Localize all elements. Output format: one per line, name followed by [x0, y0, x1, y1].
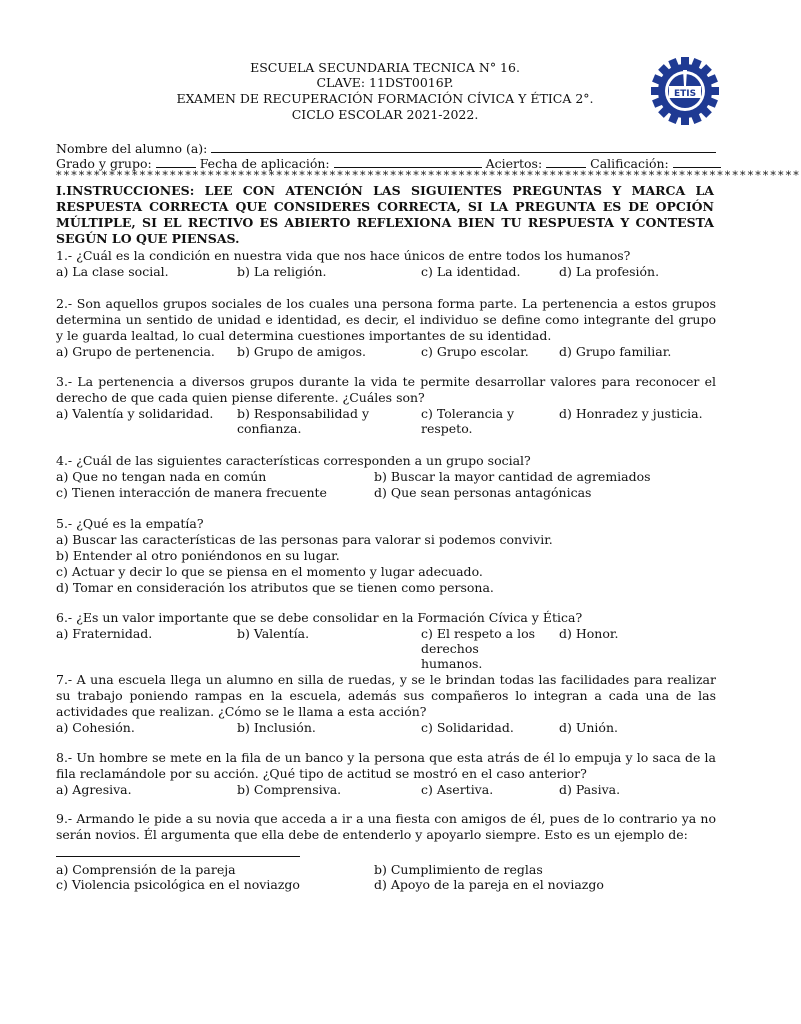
option-d[interactable]: d) Honor. [559, 626, 619, 641]
question-5-options [56, 532, 716, 596]
option-b[interactable]: b) La religión. [237, 264, 327, 279]
score-field[interactable] [546, 156, 586, 168]
option-a[interactable]: a) La clase social. [56, 264, 169, 279]
student-name-row [56, 141, 716, 156]
question-1: 1.- ¿Cuál es la condición en nuestra vida que nos hace únicos de entre todos los humanos? [56, 248, 631, 263]
option-d[interactable]: d) Honradez y justicia. [559, 406, 703, 421]
option-b[interactable]: b) Entender al otro poniéndonos en su lugar. [56, 548, 340, 563]
date-label: Fecha de aplicación: [199, 156, 330, 171]
option-a[interactable]: a) Grupo de pertenencia. [56, 344, 215, 359]
option-c[interactable]: c) Tienen interacción de manera frecuente [56, 485, 327, 500]
option-c[interactable]: c) Asertiva. [421, 782, 494, 797]
question-6-options [56, 626, 716, 671]
option-a[interactable]: a) Comprensión de la pareja [56, 862, 236, 877]
option-d[interactable]: d) Pasiva. [559, 782, 621, 797]
option-b[interactable]: b) Grupo de amigos. [237, 344, 366, 359]
option-d[interactable]: d) Unión. [559, 720, 618, 735]
question-4: 4.- ¿Cuál de las siguientes características corresponden a un grupo social? [56, 453, 531, 468]
grade-field[interactable] [156, 156, 196, 168]
option-d[interactable]: d) Grupo familiar. [559, 344, 672, 359]
option-b[interactable]: b) Responsabilidad y confianza. [237, 406, 370, 436]
school-clave: CLAVE: 11DST0016P. [316, 75, 454, 90]
school-name: ESCUELA SECUNDARIA TECNICA N° 16. [250, 60, 520, 75]
question-8: 8.- Un hombre se mete en la fila de un banco y la persona que esta atrás de él lo empuja y lo saca de la fila reclamándole por su acción. ¿Qué tipo de actitud se mostró en el caso anterior? [56, 750, 716, 781]
option-c[interactable]: c) Grupo escolar. [421, 344, 529, 359]
option-c[interactable]: c) Solidaridad. [421, 720, 514, 735]
option-b[interactable]: b) Inclusión. [237, 720, 316, 735]
option-b[interactable]: b) Comprensiva. [237, 782, 342, 797]
question-9-options [56, 862, 716, 894]
option-c[interactable]: c) Actuar y decir lo que se piensa en el momento y lugar adecuado. [56, 564, 483, 579]
option-d[interactable]: d) Tomar en consideración los atributos que se tienen como persona. [56, 580, 494, 595]
question-6: 6.- ¿Es un valor importante que se debe consolidar en la Formación Cívica y Ética? [56, 610, 583, 625]
option-a[interactable]: a) Agresiva. [56, 782, 132, 797]
school-cycle: CICLO ESCOLAR 2021-2022. [291, 107, 479, 122]
option-c[interactable]: c) Tolerancia y respeto. [421, 406, 515, 436]
question-8-options [56, 782, 716, 798]
option-a[interactable]: a) Cohesión. [56, 720, 135, 735]
option-b[interactable]: b) Buscar la mayor cantidad de agremiados [374, 469, 651, 484]
question-2: 2.- Son aquellos grupos sociales de los cuales una persona forma parte. La pertenencia a estos grupos determina un sentido de unidad e identidad, es decir, el individuo se define como integrante del grupo y le guarda lealtad, lo cual determina cuestiones importantes de su identidad. [56, 296, 716, 343]
option-c[interactable]: c) Violencia psicológica en el noviazgo [56, 877, 300, 892]
grade-score-field[interactable] [673, 156, 721, 168]
option-d[interactable]: d) La profesión. [559, 264, 660, 279]
question-2-options [56, 344, 716, 360]
option-a[interactable]: a) Fraternidad. [56, 626, 153, 641]
option-b[interactable]: b) Valentía. [237, 626, 310, 641]
student-name-field[interactable] [211, 141, 716, 153]
answer-line[interactable] [56, 856, 300, 857]
instructions: I.INSTRUCCIONES: LEE CON ATENCIÓN LAS SIGUIENTES PREGUNTAS Y MARCA LA RESPUESTA CORRECTA QUE CONSIDERES CORRECTA, SI LA PREGUNTA ES DE OPCIÓN MÚLTIPLE, SI EL RECTIVO ES ABIERTO REFLEXIONA BIEN TU RESPUESTA Y CONTESTA SEGÚN LO QUE PIENSAS. [56, 183, 714, 246]
option-a[interactable]: a) Buscar las características de las personas para valorar si podemos convivir. [56, 532, 553, 547]
svg-text:ETIS: ETIS [673, 89, 697, 99]
question-3: 3.- La pertenencia a diversos grupos durante la vida te permite desarrollar valores para reconocer el derecho de que cada quien piense diferente. ¿Cuáles son? [56, 374, 716, 405]
option-b[interactable]: b) Cumplimiento de reglas [374, 862, 543, 877]
date-field[interactable] [334, 156, 482, 168]
question-9: 9.- Armando le pide a su novia que acceda a ir a una fiesta con amigos de él, pues de lo contrario ya no serán novios. Él argumenta que ella debe de entenderlo y apoyarlo siempre. Esto es un ejemplo de: [56, 811, 716, 842]
exam-title: EXAMEN DE RECUPERACIÓN FORMACIÓN CÍVICA Y ÉTICA 2°. [176, 91, 594, 106]
question-1-options [56, 264, 716, 280]
question-3-options [56, 406, 716, 438]
asterisk-divider: ************************************************************************************************** [56, 169, 801, 182]
option-d[interactable]: d) Que sean personas antagónicas [374, 485, 592, 500]
school-logo [650, 56, 720, 126]
student-name-label: Nombre del alumno (a): [56, 141, 208, 156]
question-7-options [56, 720, 716, 736]
question-5: 5.- ¿Qué es la empatía? [56, 516, 204, 531]
question-7: 7.- A una escuela llega un alumno en silla de ruedas, y se le brindan todas las facilidades para realizar su trabajo poniendo rampas en la escuela, además sus compañeros lo integran a cada una de las actividades que realizan. ¿Cómo se le llama a esta acción? [56, 672, 716, 719]
option-a[interactable]: a) Que no tengan nada en común [56, 469, 267, 484]
option-c[interactable]: c) El respeto a los derechos humanos. [421, 626, 536, 671]
grade-score-label: Calificación: [590, 156, 669, 171]
question-4-options [56, 469, 716, 501]
grade-label: Grado y grupo: [56, 156, 152, 171]
option-c[interactable]: c) La identidad. [421, 264, 521, 279]
option-a[interactable]: a) Valentía y solidaridad. [56, 406, 214, 421]
option-d[interactable]: d) Apoyo de la pareja en el noviazgo [374, 877, 604, 892]
score-label: Aciertos: [485, 156, 543, 171]
